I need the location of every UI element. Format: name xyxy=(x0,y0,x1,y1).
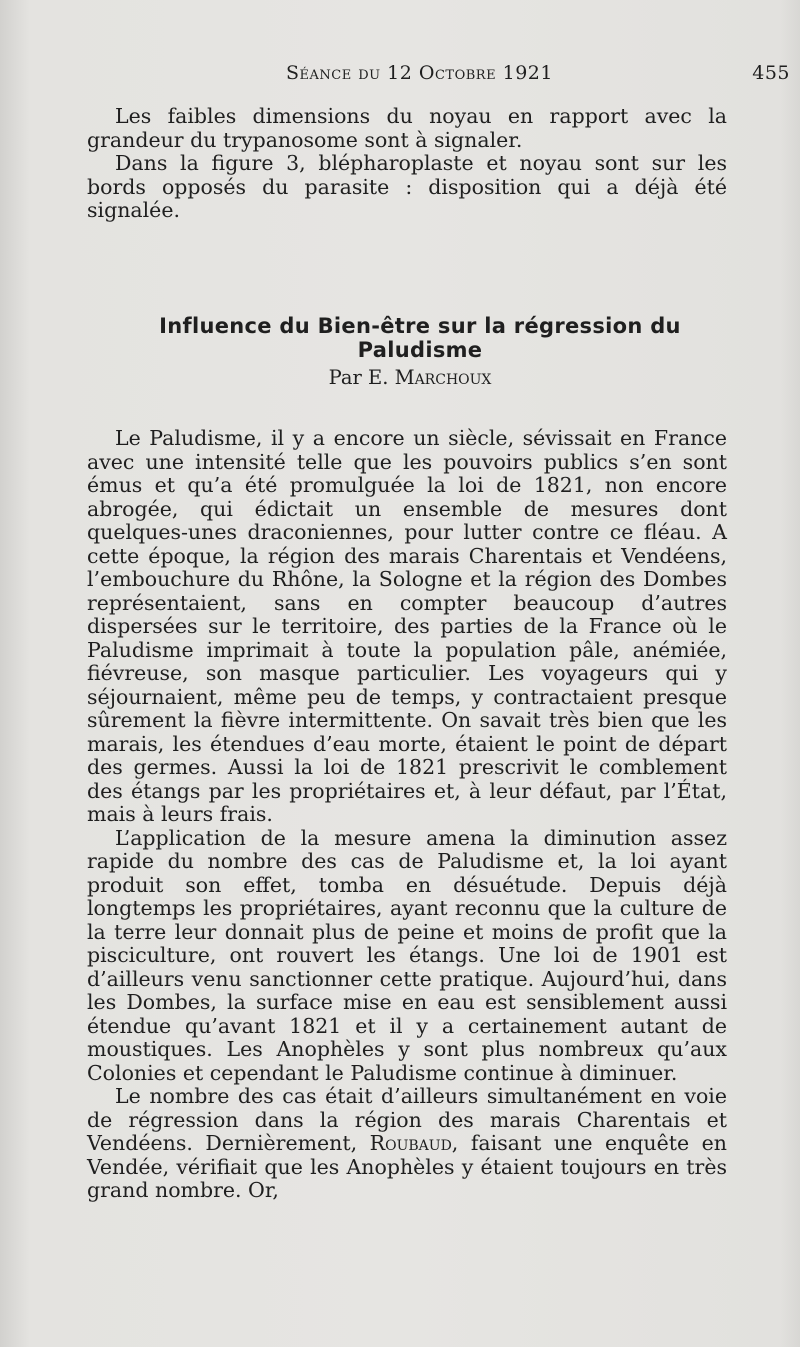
paragraph: Le Paludisme, il y a encore un siècle, sévissait en France avec une intensité telle que les pouvoirs publics s’en sont émus et qu’a été promulguée la loi de 1821, non encore abrogée, qui édictait un ensemble de mesures dont quelques-unes draconiennes, pour lutter contre ce fléau. A cette époque, la région des marais Charentais et Vendéens, l’embouchure du Rhône, la Sologne et la région des Dombes représentaient, sans en compter beaucoup d’autres dispersées sur le territoire, des parties de la France où le Paludisme imprimait à toute la population pâle, anémiée, fiévreuse, son masque particulier. Les voyageurs qui y séjournaient, même peu de temps, y contractaient presque sûrement la fièvre intermittente. On savait très bien que les marais, les étendues d’eau morte, étaient le point de départ des germes. Aussi la loi de 1821 prescrivit le comblement des étangs par les propriétaires et, à leur défaut, par l’État, mais à leurs frais. xyxy=(87,426,727,826)
running-header xyxy=(80,62,800,88)
byline xyxy=(100,366,720,389)
article-body xyxy=(87,427,727,1203)
paragraph: L’application de la mesure amena la diminution assez rapide du nombre des cas de Paludisme et, la loi ayant produit son effet, tomba en désuétude. Depuis déjà longtemps les propriétaires, ayant reconnu que la culture de la terre leur donnait plus de peine et moins de profit que la pisciculture, ont rouvert les étangs. Une loi de 1901 est d’ailleurs venu sanctionner cette pratique. Aujourd’hui, dans les Dombes, la surface mise en eau est sensiblement aussi étendue qu’avant 1821 et il y a certainement autant de moustiques. Les Anophèles y sont plus nombreux qu’aux Colonies et cependant le Paludisme continue à diminuer. xyxy=(87,825,727,1085)
byline-prefix: Par E. xyxy=(328,366,389,389)
paragraph-text: Le nombre des cas était d’ailleurs simultanément en voie de régression dans la région des marais Charentais et Vendéens. Dernièrement, xyxy=(87,1084,727,1155)
intro-text xyxy=(87,105,727,223)
paragraph: Les faibles dimensions du noyau en rapport avec la grandeur du trypanosome sont à signaler. xyxy=(87,104,727,152)
paragraph-text: , faisant une enquête en Vendée, vérifiait que les Anophèles y étaient toujours en très grand nombre. Or, xyxy=(87,1131,727,1202)
page-number: 455 xyxy=(752,62,790,84)
paragraph: Dans la figure 3, blépharoplaste et noyau sont sur les bords opposés du parasite : disposition qui a déjà été signalée. xyxy=(87,151,727,222)
running-title: Séance du 12 Octobre 1921 xyxy=(286,62,553,84)
cited-author: Roubaud xyxy=(369,1131,452,1155)
paragraph xyxy=(87,1085,727,1203)
article-title: Influence du Bien-être sur la régression du Paludisme xyxy=(159,314,681,362)
author-name: Marchoux xyxy=(394,366,492,389)
